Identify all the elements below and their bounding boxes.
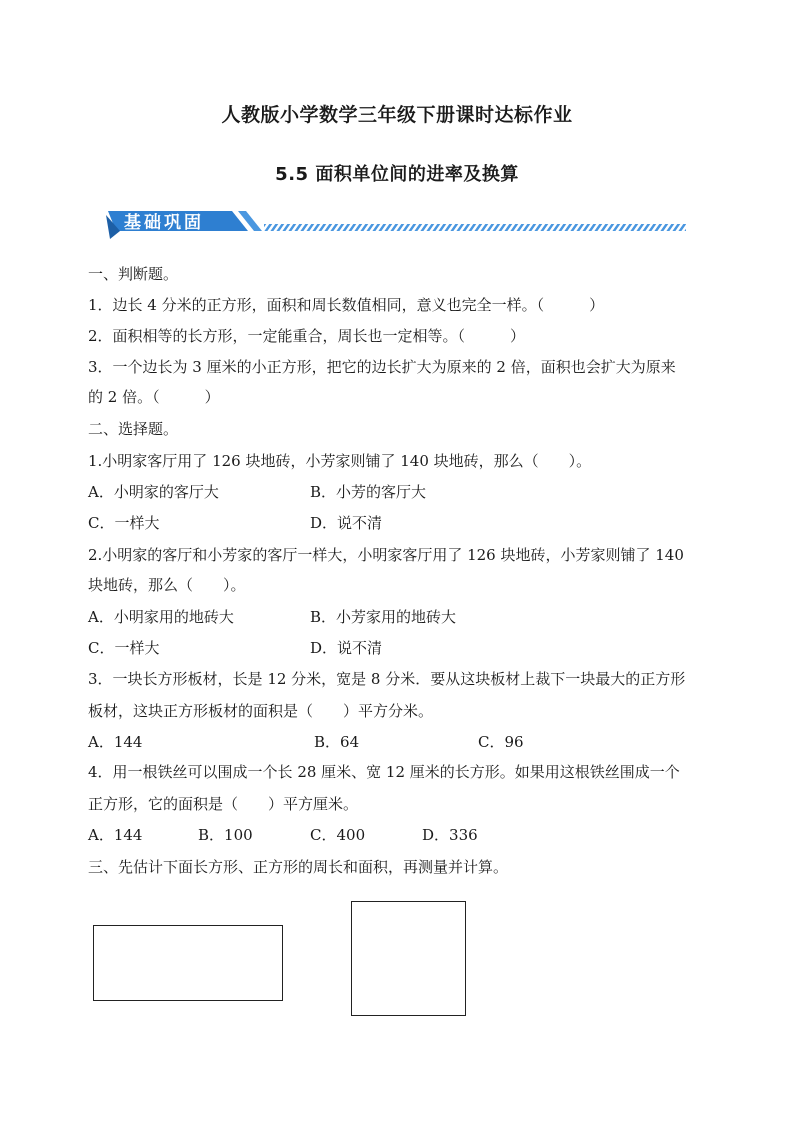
choice-question-3: 3．一块长方形板材，长是 12 分米，宽是 8 分米．要从这块板材上裁下一块最大的正方形	[88, 670, 686, 688]
choice-question-2-cont: 块地砖，那么（ ）。	[88, 576, 246, 594]
choice-question-2: 2.小明家的客厅和小芳家的客厅一样大，小明家客厅用了 126 块地砖，小芳家则铺了 140	[88, 546, 684, 564]
choice-question-3-cont: 板材，这块正方形板材的面积是（ ）平方分米。	[88, 702, 434, 720]
choice-q2-option-a[interactable]: A．小明家用的地砖大	[88, 608, 234, 626]
judge-question-3: 3．一个边长为 3 厘米的小正方形，把它的边长扩大为原来的 2 倍，面积也会扩大为原来	[88, 358, 676, 376]
choice-q4-option-d[interactable]: D．336	[422, 826, 478, 844]
choice-q1-option-a[interactable]: A．小明家的客厅大	[88, 483, 219, 501]
choice-question-1: 1.小明家客厅用了 126 块地砖，小芳家则铺了 140 块地砖，那么（ ）。	[88, 452, 592, 470]
choice-q2-option-d[interactable]: D．说不清	[310, 639, 383, 657]
choice-q2-option-b[interactable]: B．小芳家用的地砖大	[310, 608, 457, 626]
choice-q3-option-c[interactable]: C．96	[478, 733, 524, 751]
section-heading-3: 三、先估计下面长方形、正方形的周长和面积，再测量并计算。	[88, 858, 509, 876]
choice-q3-option-a[interactable]: A．144	[88, 733, 143, 751]
choice-q1-option-b[interactable]: B．小芳的客厅大	[310, 483, 427, 501]
choice-q4-option-b[interactable]: B．100	[198, 826, 253, 844]
square-figure	[351, 901, 466, 1016]
choice-question-4-cont: 正方形，它的面积是（ ）平方厘米。	[88, 795, 359, 813]
choice-q4-option-a[interactable]: A．144	[88, 826, 143, 844]
section-banner	[104, 203, 694, 239]
choice-q1-option-c[interactable]: C．一样大	[88, 514, 160, 532]
judge-question-3-cont: 的 2 倍。（ ）	[88, 388, 220, 406]
choice-q1-option-d[interactable]: D．说不清	[310, 514, 383, 532]
choice-q3-option-b[interactable]: B．64	[314, 733, 360, 751]
choice-question-4: 4．用一根铁丝可以围成一个长 28 厘米、宽 12 厘米的长方形。如果用这根铁丝围成一个	[88, 763, 680, 781]
choice-q4-option-c[interactable]: C．400	[310, 826, 366, 844]
judge-question-2: 2．面积相等的长方形，一定能重合，周长也一定相等。（ ）	[88, 327, 526, 345]
choice-q2-option-c[interactable]: C．一样大	[88, 639, 160, 657]
banner-label: 基础巩固	[124, 213, 204, 233]
page-subtitle: 5.5 面积单位间的进率及换算	[275, 164, 519, 185]
rectangle-figure	[93, 925, 283, 1001]
section-heading-1: 一、判断题。	[88, 265, 179, 283]
section-heading-2: 二、选择题。	[88, 420, 179, 438]
judge-question-1: 1．边长 4 分米的正方形，面积和周长数值相同，意义也完全一样。（ ）	[88, 296, 605, 314]
page-title: 人教版小学数学三年级下册课时达标作业	[221, 104, 573, 126]
